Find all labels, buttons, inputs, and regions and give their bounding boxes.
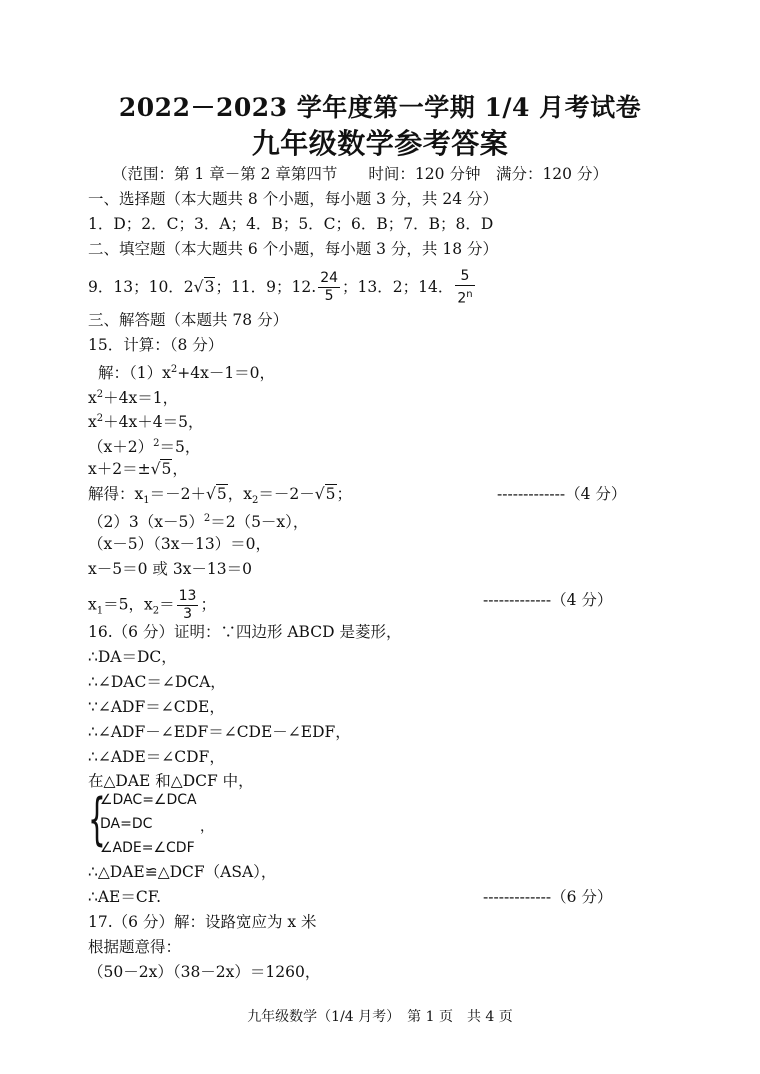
q16-line2: ∴DA＝DC， [88,648,177,666]
answer-key-title: 九年级数学参考答案 [251,127,509,160]
text: x [88,595,97,614]
q15-line2 [88,385,178,408]
text: ＝2（5－x）， [210,513,309,532]
text: +4x－1＝0， [177,364,276,383]
exam-info: （范围：第 1 章－第 2 章第四节 时间：120 分钟 满分：120 分） [112,165,608,183]
sqrt-3: √3 [193,277,215,296]
system-eq-1: ∠DAC=∠DCA [100,792,197,808]
text: ＋4x＋4＝5， [103,413,204,432]
fraction-5-2n [455,268,474,308]
q17-line2: 根据题意得： [88,938,182,956]
text: x [88,389,97,408]
text: （x＋2） [88,438,154,457]
fraction-numerator: 13 [178,588,197,604]
q15-line7 [88,509,308,532]
exam-title: 2022－2023 学年度第一学期 1/4 月考试卷 [118,93,642,122]
exponent: 2 [153,438,160,449]
q17-line3: （50－2x）（38－2x）＝1260， [88,963,321,981]
q15-score-1: -------------（4 分） [497,485,627,503]
fraction-denominator: 3 [183,606,192,622]
q15-line8: （x－5）（3x－13）＝0， [88,535,272,553]
text: （2）3（x－5） [88,513,204,532]
q15-line4 [88,434,200,457]
text: ＋4x＝1， [103,389,179,408]
exponent: 2 [203,513,211,524]
section1-answers: 1．D；2．C；3．A；4．B；5．C；6．B；7．B；8．D [88,215,494,233]
text: ＝－2＋ [149,485,206,503]
q15-line9: x－5＝0 或 3x－13＝0 [88,560,253,578]
q16-line5: ∴∠ADF－∠EDF＝∠CDE－∠EDF， [88,723,351,741]
q15-score-2: -------------（4 分） [483,591,613,609]
s2-text-1: 9．13；10．2 [88,277,194,296]
subscript: 1 [143,495,150,507]
exponent: 2 [96,413,104,424]
subscript: 2 [152,605,160,617]
q16-line3: ∴∠DAC＝∠DCA， [88,673,226,691]
subscript: 1 [96,605,104,617]
system-eq-2: DA=DC [100,816,153,832]
fraction-denominator [455,286,474,308]
section1-heading: 一、选择题（本大题共 8 个小题，每小题 3 分，共 24 分） [88,190,499,208]
text: ，x [227,485,253,503]
page-footer: 九年级数学（1/4 月考） 第 1 页 共 4 页 [247,1009,513,1025]
q15-line1 [98,360,275,383]
q16-line4: ∵∠ADF＝∠CDE， [88,698,225,716]
section2-answers [88,268,477,308]
sqrt-5: √5 [314,485,336,503]
text: ； [336,485,353,503]
left-brace: { [88,787,106,852]
text: ， [172,460,188,478]
q16-line8: ∴△DAE≌△DCF（ASA）， [88,863,277,881]
q15-line5 [88,459,188,479]
q16-score: -------------（6 分） [483,888,613,906]
q16-line9: ∴AE＝CF. [88,888,161,906]
q15-line3 [88,409,203,432]
text: ； [200,595,216,614]
text: 解得：x [88,485,144,503]
q16-line7: 在△DAE 和△DCF 中， [88,772,254,790]
fraction-24-5 [318,270,340,305]
power-base: 2 [457,290,467,307]
text: ＝5， [159,438,201,457]
text: ＝－2－ [258,485,315,503]
text: ＝ [159,595,175,614]
sqrt-3-radicand: 3 [204,277,215,296]
text: x＋2＝± [88,460,151,478]
sqrt-5: √5 [150,460,172,478]
fraction-13-3 [177,588,199,623]
section3-heading: 三、解答题（本题共 78 分） [88,311,289,329]
q15-line10 [88,588,216,623]
text: x [88,413,97,432]
power-exponent: n [466,289,473,300]
text: ＝5，x [103,595,153,614]
system-eq-3: ∠ADE=∠CDF [100,840,195,856]
q16-line6: ∴∠ADE＝∠CDF， [88,748,225,766]
fraction-denominator: 5 [324,288,334,305]
q16-line1: 16.（6 分）证明：∵四边形 ABCD 是菱形， [88,623,402,641]
fraction-numerator: 5 [455,268,474,286]
exponent: 2 [96,389,104,400]
q17-line1: 17.（6 分）解：设路宽应为 x 米 [88,913,317,931]
fraction-numerator: 24 [320,270,339,287]
subscript: 2 [252,495,259,507]
radicand: 5 [216,485,227,503]
section2-heading: 二、填空题（本大题共 6 个小题，每小题 3 分，共 18 分） [88,240,499,258]
s2-text-2: ；11．9；12. [215,277,317,296]
system-comma: ， [200,819,214,835]
text: 解：（1）x [98,364,171,383]
s2-text-3: ；13．2；14． [342,277,454,296]
q15-heading: 15．计算：（8 分） [88,336,224,354]
sqrt-5: √5 [206,485,227,503]
q15-line6 [88,484,352,511]
exponent: 2 [170,364,178,375]
radicand: 5 [161,460,172,478]
radicand: 5 [325,485,336,503]
